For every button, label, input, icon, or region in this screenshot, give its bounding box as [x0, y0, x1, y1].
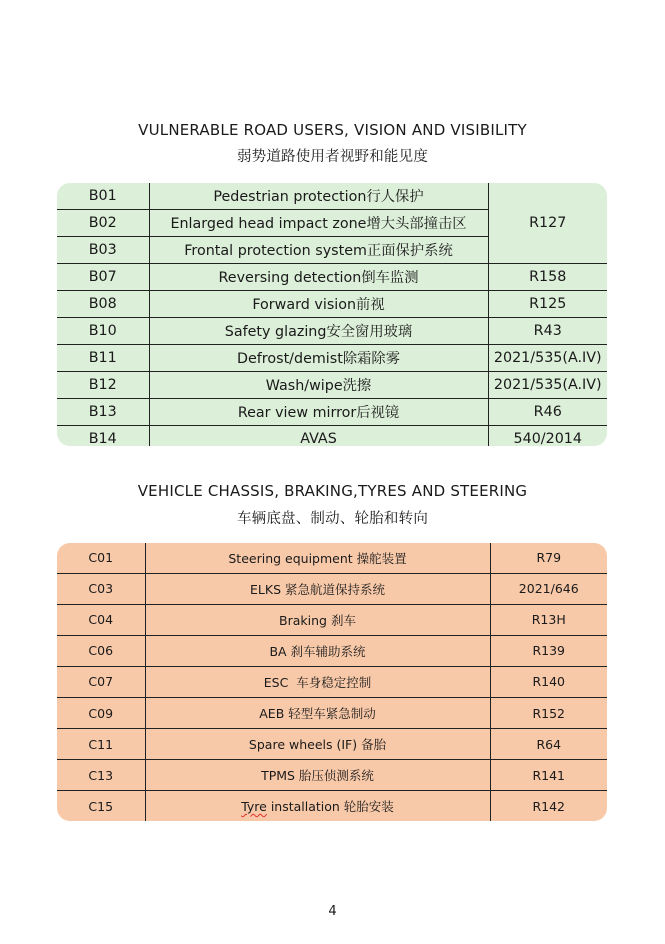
row-regulation: R158 — [488, 264, 607, 291]
table-row — [57, 791, 607, 821]
row-regulation: R141 — [490, 760, 607, 791]
chassis-regulation-table — [57, 543, 607, 821]
row-code: C04 — [57, 604, 145, 635]
table-row — [57, 635, 607, 666]
row-code: C07 — [57, 666, 145, 697]
row-regulation: R13H — [490, 604, 607, 635]
row-regulation: R46 — [488, 399, 607, 426]
table-row — [57, 399, 607, 426]
row-code: C13 — [57, 760, 145, 791]
row-item: Wash/wipe洗擦 — [149, 372, 488, 399]
row-item: ELKS 紧急航道保持系统 — [145, 573, 490, 604]
row-item: AEB 轻型车紧急制动 — [145, 698, 490, 729]
row-code: B03 — [57, 237, 149, 264]
table-row — [57, 666, 607, 697]
table-row — [57, 604, 607, 635]
spellcheck-word: Tyre — [241, 799, 267, 815]
row-code: B08 — [57, 291, 149, 318]
table-row — [57, 291, 607, 318]
row-item-rest: installation 轮胎安装 — [266, 799, 394, 815]
table-row — [57, 426, 607, 447]
row-code: C11 — [57, 729, 145, 760]
table-row — [57, 264, 607, 291]
row-regulation: 2021/646 — [490, 573, 607, 604]
table-row — [57, 183, 607, 210]
section1-title-en: VULNERABLE ROAD USERS, VISION AND VISIBILITY — [138, 121, 527, 139]
row-regulation: 2021/535(A.IV) — [488, 372, 607, 399]
row-code: B12 — [57, 372, 149, 399]
row-item: Frontal protection system正面保护系统 — [149, 237, 488, 264]
table-row — [57, 729, 607, 760]
table-row — [57, 372, 607, 399]
row-item: ESC 车身稳定控制 — [145, 666, 490, 697]
row-item: TPMS 胎压侦测系统 — [145, 760, 490, 791]
row-code: C06 — [57, 635, 145, 666]
page-number: 4 — [328, 904, 337, 919]
section2-title-zh: 车辆底盘、制动、轮胎和转向 — [236, 511, 429, 527]
row-code: C01 — [57, 543, 145, 573]
table-row — [57, 698, 607, 729]
table-row — [57, 345, 607, 372]
row-code: B01 — [57, 183, 149, 210]
row-code: B02 — [57, 210, 149, 237]
row-item: Reversing detection倒车监测 — [149, 264, 488, 291]
row-regulation: R152 — [490, 698, 607, 729]
table-row — [57, 760, 607, 791]
row-code: C03 — [57, 573, 145, 604]
row-item: Braking 刹车 — [145, 604, 490, 635]
row-regulation: 2021/535(A.IV) — [488, 345, 607, 372]
table-row — [57, 573, 607, 604]
row-item: Forward vision前视 — [149, 291, 488, 318]
row-code: B13 — [57, 399, 149, 426]
row-regulation: R140 — [490, 666, 607, 697]
row-item: Defrost/demist除霜除雾 — [149, 345, 488, 372]
section2-title-en: VEHICLE CHASSIS, BRAKING,TYRES AND STEERING — [137, 482, 528, 500]
row-item: Enlarged head impact zone增大头部撞击区 — [149, 210, 488, 237]
row-code: B10 — [57, 318, 149, 345]
row-item: Rear view mirror后视镜 — [149, 399, 488, 426]
row-regulation: 540/2014 — [488, 426, 607, 447]
row-item: AVAS — [149, 426, 488, 447]
row-item: Steering equipment 操舵装置 — [145, 543, 490, 573]
row-code: B14 — [57, 426, 149, 447]
row-regulation: R142 — [490, 791, 607, 821]
row-item: Safety glazing安全窗用玻璃 — [149, 318, 488, 345]
row-regulation: R79 — [490, 543, 607, 573]
vision-regulation-table — [57, 183, 607, 446]
row-item: BA 刹车辅助系统 — [145, 635, 490, 666]
row-regulation: R139 — [490, 635, 607, 666]
row-item: Spare wheels (IF) 备胎 — [145, 729, 490, 760]
row-code: B07 — [57, 264, 149, 291]
row-item — [145, 791, 490, 821]
section1-title-zh: 弱势道路使用者视野和能见度 — [236, 149, 429, 165]
row-code: B11 — [57, 345, 149, 372]
row-regulation: R64 — [490, 729, 607, 760]
row-code: C09 — [57, 698, 145, 729]
table-row — [57, 543, 607, 573]
row-regulation: R43 — [488, 318, 607, 345]
table-row — [57, 318, 607, 345]
row-code: C15 — [57, 791, 145, 821]
row-regulation: R125 — [488, 291, 607, 318]
row-item: Pedestrian protection行人保护 — [149, 183, 488, 210]
row-regulation-merged: R127 — [488, 183, 607, 264]
